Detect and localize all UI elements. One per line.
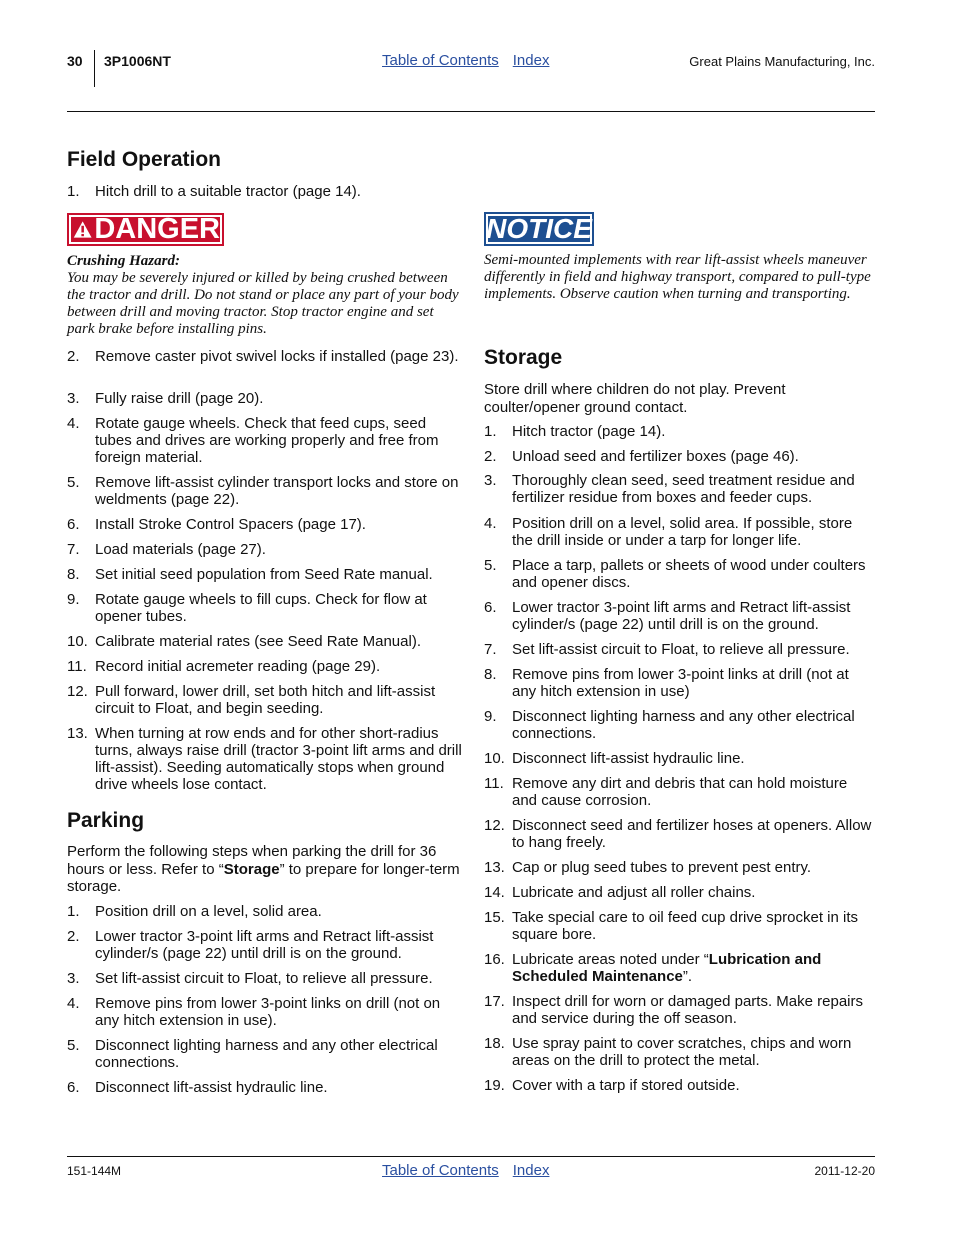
notice-body: Semi-mounted implements with rear lift-assist wheels maneuver differently in field and highway transport, compared to pull-type implements. Observe caution when turning and transporting. (484, 252, 871, 302)
list-item: 3. Fully raise drill (page 20). (67, 390, 264, 407)
list-item: 4. Remove pins from lower 3-point links on drill (not on any hitch extension in use). (67, 995, 441, 1029)
doc-number: 151-144M (67, 1164, 122, 1178)
header-divider (94, 50, 95, 87)
list-item: 17. Inspect drill for worn or damaged parts. Make repairs and service during the off season. (484, 993, 863, 1027)
list-item: 3. Set lift-assist circuit to Float, to relieve all pressure. (67, 970, 433, 987)
list-item: 5. Disconnect lighting harness and any other electrical connections. (67, 1037, 438, 1071)
list-item: 5. Remove lift-assist cylinder transport locks and store on weldments (page 22). (67, 474, 459, 508)
list-item: 12. Disconnect seed and fertilizer hoses at openers. Allow to hang freely. (484, 817, 872, 851)
warning-triangle-icon (73, 217, 92, 242)
parking-heading: Parking (67, 809, 145, 832)
footer-toc-link[interactable]: Table of Contents (382, 1162, 499, 1179)
list-item: 18. Use spray paint to cover scratches, chips and worn areas on the drill to protect the metal. (484, 1035, 852, 1069)
list-item: 8. Set initial seed population from Seed Rate manual. (67, 566, 433, 583)
field-operation-heading: Field Operation (67, 148, 222, 171)
list-item: 14. Lubricate and adjust all roller chains. (484, 884, 756, 901)
list-item: 2. Remove caster pivot swivel locks if installed (page 23). (67, 348, 459, 365)
list-item: 10. Disconnect lift-assist hydraulic line. (484, 750, 745, 767)
list-item: 13. When turning at row ends and for other short-radius turns, always raise drill (tractor 3-point lift arms and drill lift-assist). Seeding automatically stops when ground drive wheels lose contact. (67, 725, 462, 793)
list-item: 6. Install Stroke Control Spacers (page 17). (67, 516, 366, 533)
footer-rule (67, 1156, 875, 1157)
list-item: 12. Pull forward, lower drill, set both hitch and lift-assist circuit to Float, and begin seeding. (67, 683, 436, 717)
notice-text: NOTICE (486, 213, 592, 244)
footer-index-link[interactable]: Index (512, 1162, 550, 1179)
page-number: 30 (67, 53, 83, 69)
list-item: 10. Calibrate material rates (see Seed Rate Manual). (67, 633, 421, 650)
danger-label (67, 213, 224, 246)
notice-label (484, 212, 594, 246)
list-item: 19. Cover with a tarp if stored outside. (484, 1077, 740, 1094)
danger-text: DANGER (94, 213, 220, 245)
list-item: 13. Cap or plug seed tubes to prevent pest entry. (484, 859, 812, 876)
list-item: 2. Lower tractor 3-point lift arms and Retract lift-assist cylinder/s (page 22) until drill is on the ground. (67, 928, 434, 962)
list-item: 15. Take special care to oil feed cup drive sprocket in its square bore. (484, 909, 859, 943)
list-item: 2. Unload seed and fertilizer boxes (page 46). (484, 448, 799, 465)
list-item: 1. Hitch drill to a suitable tractor (page 14). (67, 183, 361, 200)
list-item: 9. Rotate gauge wheels to fill cups. Check for flow at opener tubes. (67, 591, 427, 625)
list-item: 7. Set lift-assist circuit to Float, to relieve all pressure. (484, 641, 850, 658)
list-item: 16. Lubricate areas noted under “Lubrication and Scheduled Maintenance”. (484, 951, 822, 985)
list-item: 11. Remove any dirt and debris that can hold moisture and cause corrosion. (484, 775, 848, 809)
list-item: 8. Remove pins from lower 3-point links at drill (not at any hitch extension in use) (484, 666, 849, 700)
list-item: 6. Disconnect lift-assist hydraulic line. (67, 1079, 328, 1096)
list-item: 4. Position drill on a level, solid area. If possible, store the drill inside or under a tarp for longer life. (484, 515, 853, 549)
toc-link[interactable]: Table of Contents (382, 52, 499, 69)
list-item: 1. Position drill on a level, solid area. (67, 903, 322, 920)
list-item: 3. Thoroughly clean seed, seed treatment residue and fertilizer residue from boxes and feeder cups. (484, 472, 855, 506)
hazard-title: Crushing Hazard: (67, 253, 180, 269)
model-number: 3P1006NT (104, 53, 171, 69)
list-item: 1. Hitch tractor (page 14). (484, 423, 666, 440)
hazard-text: You may be severely injured or killed by being crushed between the tractor and drill. Do not stand or place any part of your body between drill and moving tractor. Stop tractor engine and set park brake before installing pins. (67, 270, 459, 337)
list-item: 7. Load materials (page 27). (67, 541, 266, 558)
footer-nav (382, 1162, 563, 1179)
storage-intro: Store drill where children do not play. Prevent coulter/opener ground contact. (484, 381, 786, 416)
storage-heading: Storage (484, 346, 563, 369)
list-item: 11. Record initial acremeter reading (page 29). (67, 658, 381, 675)
list-item: 9. Disconnect lighting harness and any other electrical connections. (484, 708, 855, 742)
list-item: 5. Place a tarp, pallets or sheets of wood under coulters and opener discs. (484, 557, 866, 591)
footer-date: 2011-12-20 (814, 1164, 875, 1178)
header-rule (67, 111, 875, 112)
parking-intro: Perform the following steps when parking the drill for 36 hours or less. Refer to “Storage” to prepare for longer-term storage. (67, 843, 460, 895)
index-link[interactable]: Index (512, 52, 550, 69)
list-item: 4. Rotate gauge wheels. Check that feed cups, seed tubes and drives are working properly and free from foreign material. (67, 415, 439, 466)
company-name: Great Plains Manufacturing, Inc. (689, 54, 875, 69)
header-nav (382, 52, 563, 69)
list-item: 6. Lower tractor 3-point lift arms and Retract lift-assist cylinder/s (page 22) until drill is on the ground. (484, 599, 851, 633)
